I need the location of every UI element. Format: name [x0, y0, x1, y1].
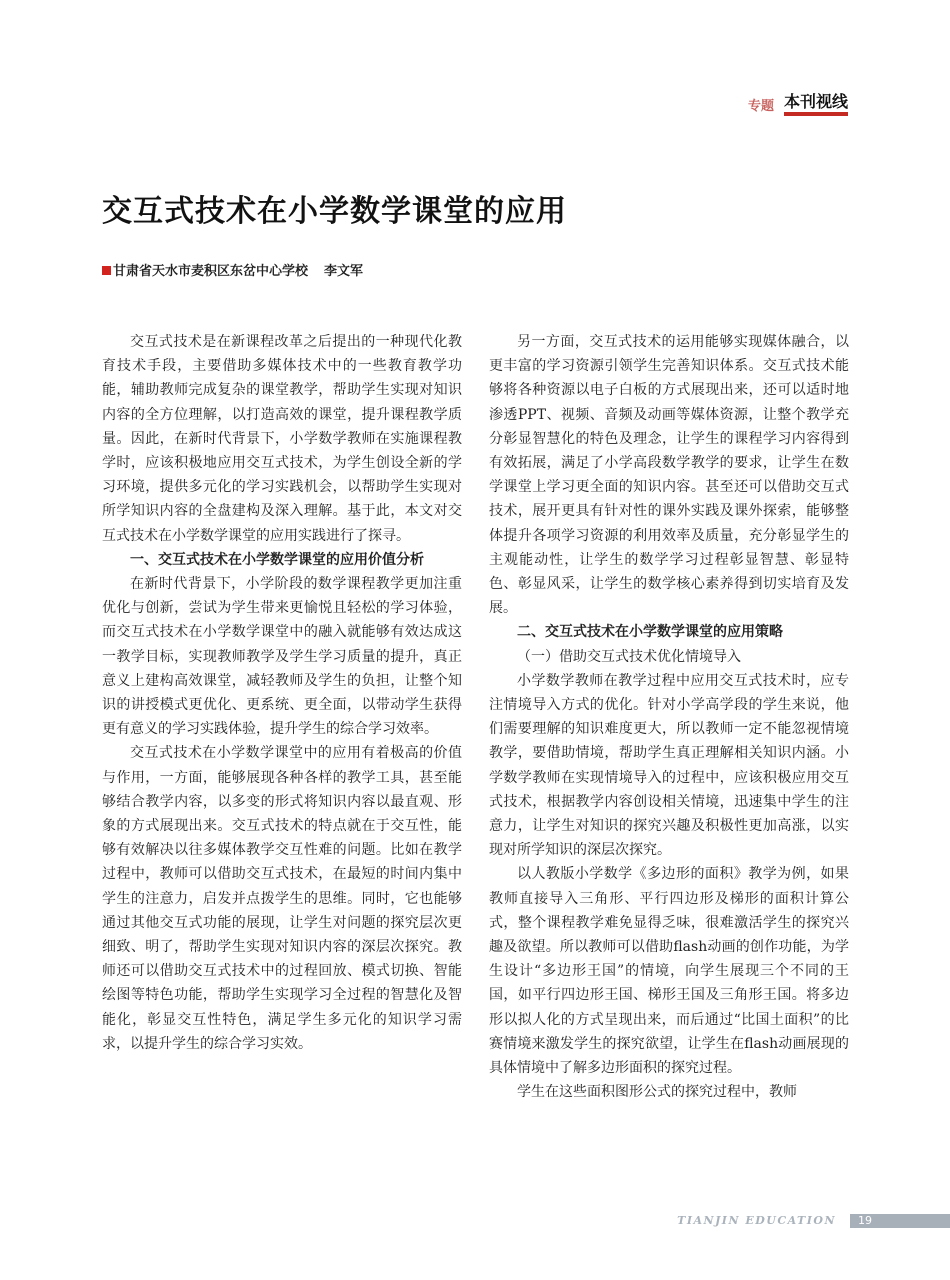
section-heading: 二、交互式技术在小学数学课堂的应用策略: [517, 624, 783, 641]
paragraph: 另一方面，交互式技术的运用能够实现媒体融合，以更丰富的学习资源引领学生完善知识体系。交互式技术能够将各种资源以电子白板的方式展现出来，还可以适时地渗透PPT、视频、音频及动画等媒体资源，让整个教学充分彰显智慧化的特色及理念，让学生的课程学习内容得到有效拓展，满足了小学高段数学教学的要求，让学生在数学课堂上学习更全面的知识内容。甚至还可以借助交互式技术，展开更具有针对性的课外实践及课外探索，能够整体提升各项学习资源的利用效率及质量，充分彰显学生的主观能动性，让学生的数学学习过程彰显智慧、彰显特色、彰显风采，让学生的数学核心素养得到切实培育及发展。: [489, 334, 849, 617]
column-name: 本刊视线: [784, 93, 848, 116]
paragraph: 在新时代背景下，小学阶段的数学课程教学更加注重优化与创新，尝试为学生带来更愉悦且轻松的学习体验，而交互式技术在小学数学课堂中的融入就能够有效达成这一教学目标，实现教师教学及学生学习质量的提升，真正意义上建构高效课堂，减轻教师及学生的负担，让整个知识的讲授模式更优化、更系统、更全面，以带动学生获得更有意义的学习实践体验，提升学生的综合学习效率。: [102, 576, 462, 738]
section-header: [748, 92, 848, 116]
paragraph: 学生在这些面积图形公式的探究过程中，教师: [517, 1084, 797, 1101]
paragraph: 交互式技术在小学数学课堂中的应用有着极高的价值与作用，一方面，能够展现各种各样的教学工具，甚至能够结合教学内容，以多变的形式将知识内容以最直观、形象的方式展现出来。交互式技术的特点就在于交互性，能够有效解决以往多媒体教学交互性难的问题。比如在教学过程中，教师可以借助交互式技术，在最短的时间内集中学生的注意力，启发并点拨学生的思维。同时，它也能够通过其他交互式功能的展现，让学生对问题的探究层次更细致、明了，帮助学生实现对知识内容的深层次探究。教师还可以借助交互式技术中的过程回放、模式切换、智能绘图等特色功能，帮助学生实现学习全过程的智慧化及智能化，彰显交互性特色，满足学生多元化的知识学习需求，以提升学生的综合学习实效。: [102, 745, 462, 1052]
article-title: 交互式技术在小学数学课堂的应用: [102, 194, 567, 229]
page-footer: [0, 1214, 950, 1228]
journal-name: TIANJIN EDUCATION: [677, 1214, 836, 1227]
section-heading: 一、交互式技术在小学数学课堂的应用价值分析: [130, 551, 424, 568]
section-topic: 专题: [747, 99, 774, 114]
right-column: [489, 330, 849, 1105]
paragraph: 小学数学教师在教学过程中应用交互式技术时，应专注情境导入方式的优化。针对小学高学段的学生来说，他们需要理解的知识难度更大，所以教师一定不能忽视情境教学，要借助情境，帮助学生真正理解相关知识内涵。小学数学教师在实现情境导入的过程中，应该积极应用交互式技术，根据教学内容创设相关情境，迅速集中学生的注意力，让学生对知识的探究兴趣及积极性更加高涨，以实现对所学知识的深层次探究。: [489, 672, 849, 859]
author: 李文军: [324, 264, 364, 279]
byline: [102, 260, 363, 279]
paragraph: 以人教版小学数学《多边形的面积》教学为例，如果教师直接导入三角形、平行四边形及梯形的面积计算公式，整个课程教学难免显得乏味，很难激活学生的探究兴趣及欲望。所以教师可以借助flash动画的创作功能，为学生设计“多边形王国”的情境，向学生展现三个不同的王国，如平行四边形王国、梯形王国及三角形王国。将多边形以拟人化的方式呈现出来，而后通过“比国土面积”的比赛情境来激发学生的探究欲望，让学生在flash动画展现的具体情境中了解多边形面积的探究过程。: [489, 866, 849, 1077]
page-number: 19: [858, 1214, 872, 1227]
left-column: [102, 330, 462, 1056]
red-square-icon: [102, 266, 111, 275]
paragraph: 交互式技术是在新课程改革之后提出的一种现代化教育技术手段，主要借助多媒体技术中的一些教育教学功能，辅助教师完成复杂的课堂教学，帮助学生实现对知识内容的全方位理解，以打造高效的课堂，提升课程教学质量。因此，在新时代背景下，小学数学教师在实施课程教学时，应该积极地应用交互式技术，为学生创设全新的学习环境，提供多元化的学习实践机会，以帮助学生实现对所学知识内容的全盘建构及深入理解。基于此，本文对交互式技术在小学数学课堂的应用实践进行了探寻。: [102, 334, 462, 544]
affiliation: 甘肃省天水市麦积区东岔中心学校: [113, 264, 309, 279]
subsection-heading: （一）借助交互式技术优化情境导入: [517, 648, 741, 665]
